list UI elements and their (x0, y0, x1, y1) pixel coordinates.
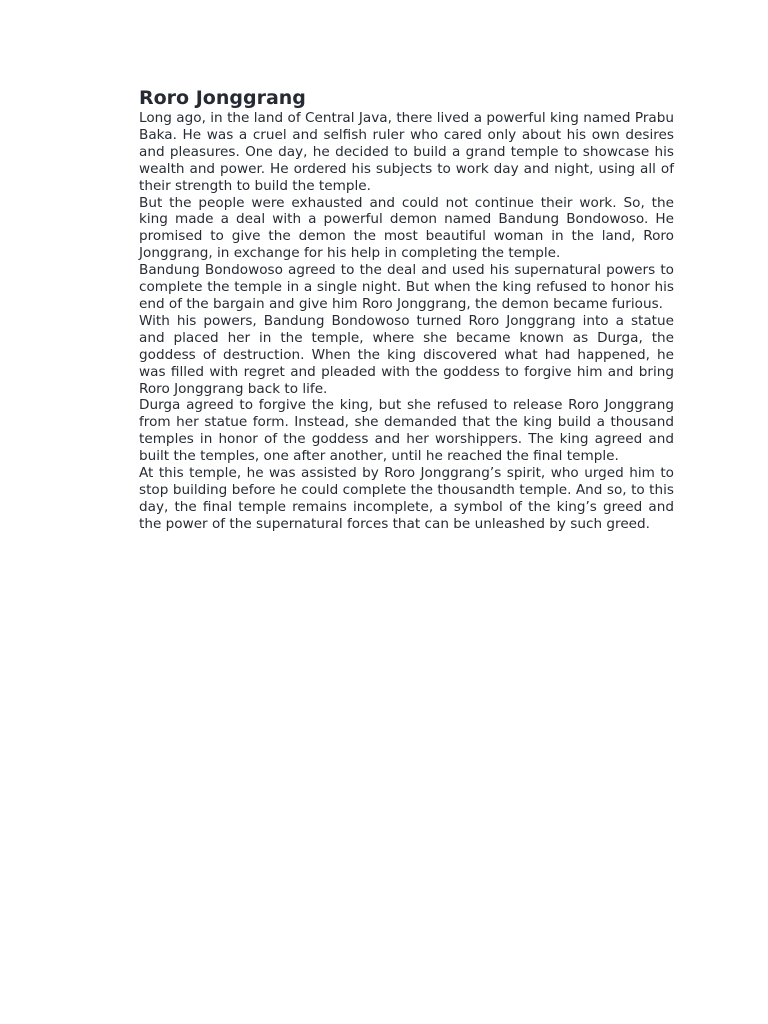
paragraph-2: But the people were exhausted and could not continue their work. So, the king made a deal with a powerful demon named Bandung Bondowoso. He promised to give the demon the most beautiful woman in the land, Roro Jonggrang, in exchange for his help in completing the temple. (139, 194, 674, 262)
paragraph-6: At this temple, he was assisted by Roro Jonggrang’s spirit, who urged him to stop building before he could complete the thousandth temple. And so, to this day, the final temple remains incomplete, a symbol of the king’s greed and the power of the supernatural forces that can be unleashed by such greed. (139, 465, 674, 532)
paragraph-5: Durga agreed to forgive the king, but she refused to release Roro Jonggrang from her statue form. Instead, she demanded that the king build a thousand temples in honor of the goddess and her worshippers. The king agreed and built the temples, one after another, until he reached the final temple. (139, 397, 674, 465)
paragraph-1: Long ago, in the land of Central Java, there lived a powerful king named Prabu Baka. He was a cruel and selfish ruler who cared only about his own desires and pleasures. One day, he decided to build a grand temple to showcase his wealth and power. He ordered his subjects to work day and night, using all of their strength to build the temple. (139, 110, 674, 194)
paragraph-4: With his powers, Bandung Bondowoso turned Roro Jonggrang into a statue and placed her in the temple, where she became known as Durga, the goddess of destruction. When the king discovered what had happened, he was filled with regret and pleaded with the goddess to forgive him and bring Roro Jonggrang back to life. (139, 312, 674, 397)
paragraph-3: Bandung Bondowoso agreed to the deal and used his supernatural powers to complete the temple in a single night. But when the king refused to honor his end of the bargain and give him Roro Jonggrang, the demon became furious. (139, 262, 674, 312)
document-page (139, 86, 674, 533)
document-title: Roro Jonggrang (139, 87, 306, 109)
